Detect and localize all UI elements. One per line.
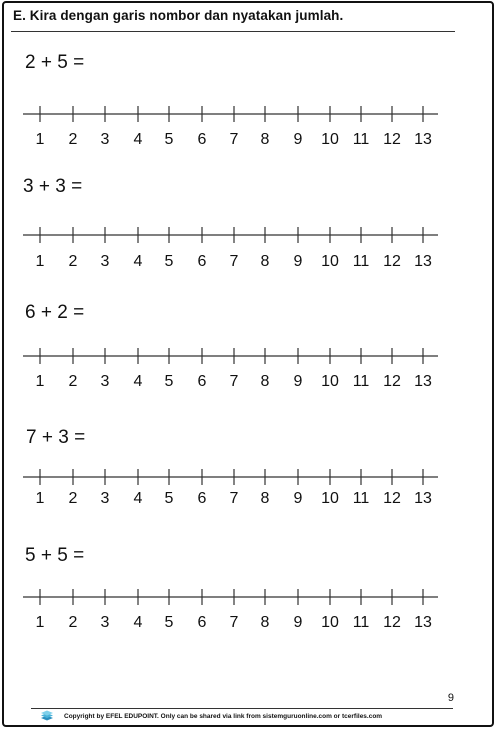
number-line-label: 3 [100, 490, 110, 507]
number-line-label: 2 [68, 131, 78, 148]
number-line-label: 1 [35, 373, 45, 390]
number-line-label: 7 [229, 614, 239, 631]
number-line-label: 1 [35, 131, 45, 148]
number-line-label: 4 [133, 131, 143, 148]
number-line-label: 11 [352, 253, 370, 270]
number-line-label: 3 [100, 131, 110, 148]
footer-divider [31, 708, 453, 709]
number-line-label: 9 [293, 614, 303, 631]
number-line-label: 8 [260, 131, 270, 148]
number-line-label: 13 [414, 131, 432, 148]
number-line-label: 5 [164, 253, 174, 270]
number-line-label: 11 [352, 614, 370, 631]
number-line-label: 9 [293, 131, 303, 148]
number-line-label: 4 [133, 490, 143, 507]
number-line-label: 8 [260, 614, 270, 631]
number-line-label: 9 [293, 373, 303, 390]
page-number: 9 [447, 692, 454, 704]
number-line-label: 8 [260, 253, 270, 270]
equation-5: 5 + 5 = [25, 545, 85, 566]
number-line-label: 11 [352, 373, 370, 390]
section-title: E. Kira dengan garis nombor dan nyatakan jumlah. [13, 8, 344, 23]
number-line-label: 1 [35, 490, 45, 507]
equation-2: 3 + 3 = [23, 176, 83, 197]
number-line-label: 4 [133, 373, 143, 390]
number-line-label: 13 [414, 253, 432, 270]
number-line-label: 7 [229, 253, 239, 270]
number-line-label: 2 [68, 490, 78, 507]
number-line-label: 7 [229, 131, 239, 148]
number-line-label: 13 [414, 614, 432, 631]
number-line-label: 11 [352, 490, 370, 507]
number-line-label: 12 [383, 131, 401, 148]
number-line-label: 5 [164, 373, 174, 390]
book-stack-icon [40, 710, 54, 722]
number-line-label: 9 [293, 253, 303, 270]
number-line-label: 10 [321, 614, 339, 631]
number-line-label: 12 [383, 373, 401, 390]
number-line-label: 13 [414, 373, 432, 390]
equation-3: 6 + 2 = [25, 302, 85, 323]
number-line-label: 3 [100, 253, 110, 270]
number-line-label: 5 [164, 490, 174, 507]
number-line-label: 10 [321, 253, 339, 270]
number-line-label: 6 [197, 614, 207, 631]
number-line-label: 12 [383, 253, 401, 270]
number-line-label: 8 [260, 373, 270, 390]
number-line-label: 11 [352, 131, 370, 148]
number-line-label: 5 [164, 131, 174, 148]
number-line-label: 2 [68, 373, 78, 390]
number-line-label: 10 [321, 131, 339, 148]
number-line-label: 12 [383, 614, 401, 631]
number-line-label: 3 [100, 373, 110, 390]
copyright-text: Copyright by EFEL EDUPOINT. Only can be shared via link from sistemguruonline.com or tcerfiles.com [64, 713, 383, 720]
number-line-label: 10 [321, 490, 339, 507]
number-line-label: 1 [35, 253, 45, 270]
number-line-label: 5 [164, 614, 174, 631]
number-line-label: 6 [197, 131, 207, 148]
number-line-label: 9 [293, 490, 303, 507]
equation-4: 7 + 3 = [26, 427, 86, 448]
number-line-label: 12 [383, 490, 401, 507]
number-line-label: 7 [229, 490, 239, 507]
number-line-label: 7 [229, 373, 239, 390]
number-line-label: 4 [133, 614, 143, 631]
number-line-label: 3 [100, 614, 110, 631]
number-line-label: 2 [68, 614, 78, 631]
number-line-label: 13 [414, 490, 432, 507]
number-line-label: 6 [197, 373, 207, 390]
number-line-label: 8 [260, 490, 270, 507]
number-line-label: 6 [197, 253, 207, 270]
equation-1: 2 + 5 = [25, 52, 85, 73]
number-line-label: 4 [133, 253, 143, 270]
number-line-label: 6 [197, 490, 207, 507]
number-line-label: 10 [321, 373, 339, 390]
number-line-label: 1 [35, 614, 45, 631]
number-line-label: 2 [68, 253, 78, 270]
